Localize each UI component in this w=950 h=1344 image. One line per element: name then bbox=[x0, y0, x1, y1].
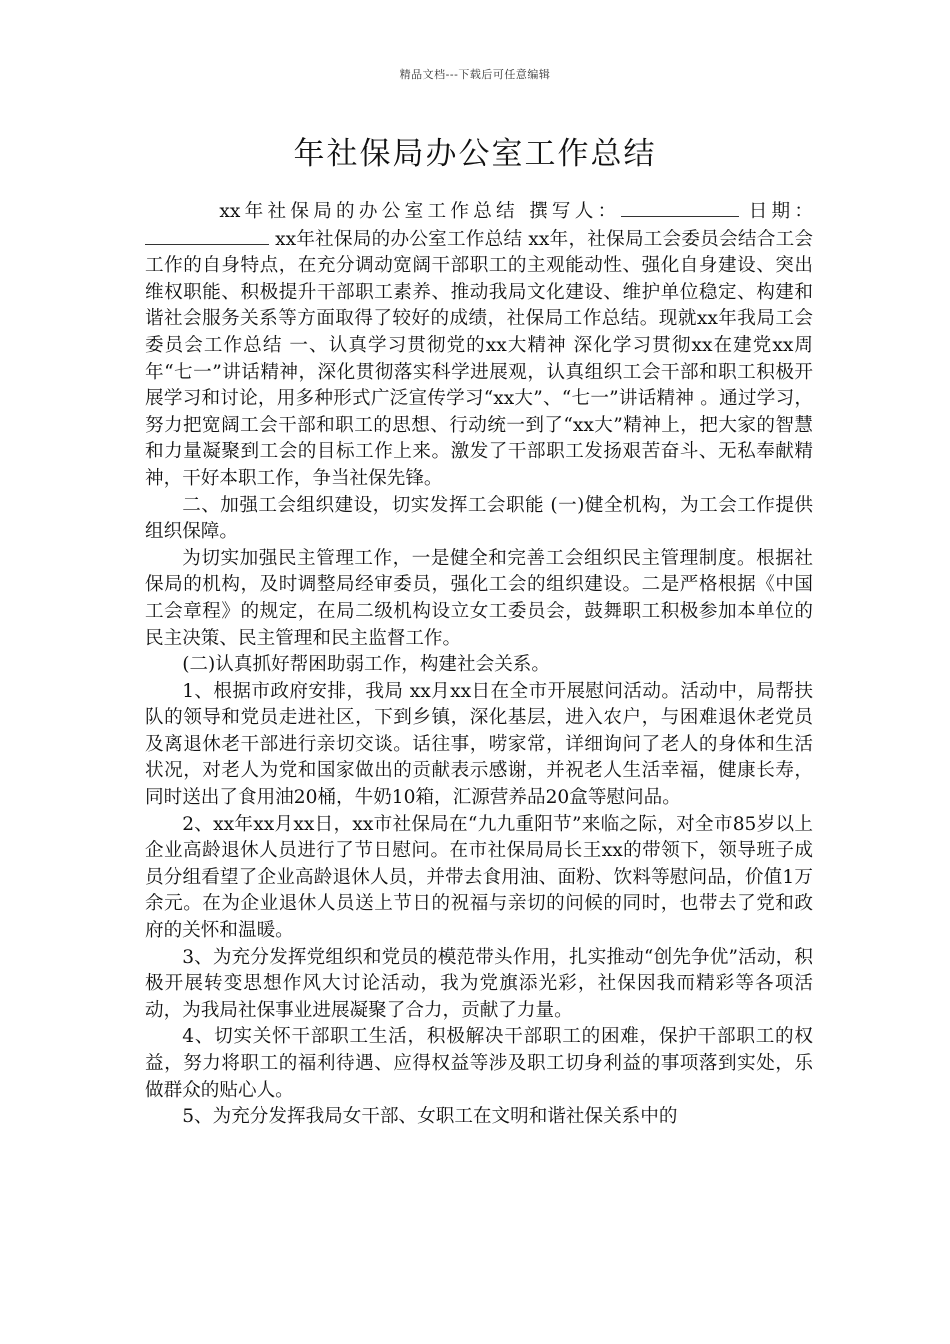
intro-part-3: xx年社保局的办公室工作总结 xx年，社保局工会委员会结合工会工作的自身特点，在充分调动宽阔干部职工的主观能动性、强化自身建设、突出维权职能、积极提升干部职工素养、推动我局文化建设、维护单位稳定、构建和谐社会服务关系等方面取得了较好的成绩，社保局工作总结。现就xx年我局工会委员会工作总结 一、认真学习贯彻党的xx大精神 深化学习贯彻xx在建党xx周年“七一”讲话精神，深化贯彻落实科学进展观，认真组织工会干部和职工积极开展学习和讨论，用多种形式广泛宣传学习“xx大”、“七一”讲话精神 。通过学习，努力把宽阔工会干部和职工的思想、行动统一到了“xx大”精神上，把大家的智慧和力量凝聚到工会的目标工作上来。激发了干部职工发扬艰苦奋斗、无私奉献精神，干好本职工作，争当社保先锋。 bbox=[145, 228, 813, 489]
document-body bbox=[145, 198, 813, 1131]
header-note: 精品文档---下载后可任意编辑 bbox=[399, 68, 551, 81]
intro-part-2: 日期： bbox=[738, 201, 813, 222]
paragraph: 为切实加强民主管理工作，一是健全和完善工会组织民主管理制度。根据社保局的机构，及时调整局经审委员，强化工会的组织建设。二是严格根据《中国工会章程》的规定，在局二级机构设立女工委员会，鼓舞职工积极参加本单位的民主决策、民主管理和民主监督工作。 bbox=[145, 547, 813, 649]
intro-paragraph bbox=[145, 198, 813, 493]
intro-part-1: xx年社保局的办公室工作总结 撰写人： bbox=[219, 201, 621, 222]
paragraph: 3、为充分发挥党组织和党员的模范带头作用，扎实推动“创先争优”活动，积极开展转变思想作风大讨论活动，我为党旗添光彩，社保因我而精彩等各项活动，为我局社保事业进展凝聚了合力，贡献了力量。 bbox=[145, 946, 813, 1021]
document-title: 年社保局办公室工作总结 bbox=[293, 136, 657, 172]
date-blank bbox=[145, 226, 269, 245]
paragraph: 1、根据市政府安排，我局 xx月xx日在全市开展慰问活动。活动中，局帮扶队的领导和党员走进社区，下到乡镇，深化基层，进入农户，与困难退休老党员及离退休老干部进行亲切交谈。话往事，唠家常，详细询问了老人的身体和生活状况，对老人为党和国家做出的贡献表示感谢，并祝老人生活幸福，健康长寿，同时送出了食用油20桶，牛奶10箱，汇源营养品20盒等慰问品。 bbox=[145, 680, 813, 809]
paragraph: 4、切实关怀干部职工生活，积极解决干部职工的困难，保护干部职工的权益，努力将职工的福利待遇、应得权益等涉及职工切身利益的事项落到实处，乐做群众的贴心人。 bbox=[145, 1026, 813, 1101]
paragraph: 2、xx年xx月xx日，xx市社保局在“九九重阳节”来临之际，对全市85岁以上企业高龄退休人员进行了节日慰问。在市社保局局长王xx的带领下，领导班子成员分组看望了企业高龄退休人员，并带去食用油、面粉、饮料等慰问品，价值1万余元。在为企业退休人员送上节日的祝福与亲切的问候的同时，也带去了党和政府的关怀和温暖。 bbox=[145, 813, 813, 942]
paragraph: 二、加强工会组织建设，切实发挥工会职能 (一)健全机构，为工会工作提供组织保障。 bbox=[145, 494, 813, 543]
paragraph: (二)认真抓好帮困助弱工作，构建社会关系。 bbox=[182, 654, 550, 676]
author-blank bbox=[621, 198, 739, 217]
paragraph: 5、为充分发挥我局女干部、女职工在文明和谐社保关系中的 bbox=[182, 1106, 678, 1128]
